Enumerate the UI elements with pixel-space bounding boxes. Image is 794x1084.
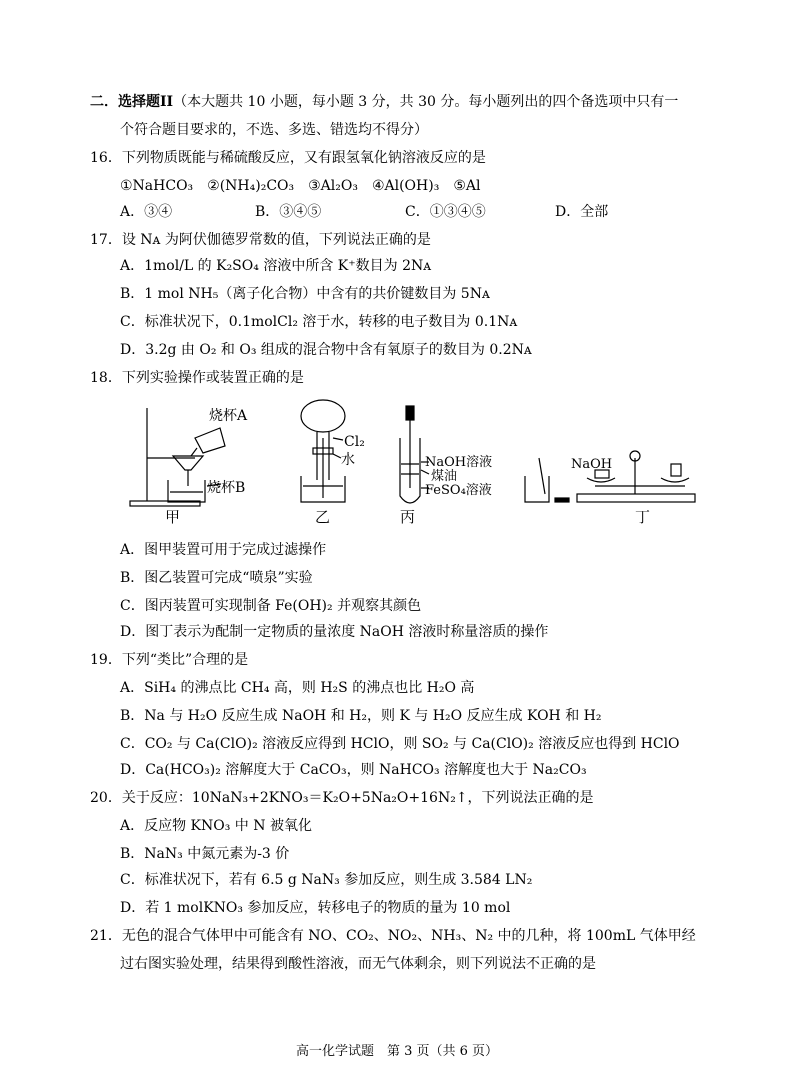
- q16-items: ①NaHCO₃ ②(NH₄)₂CO₃ ③Al₂O₃ ④Al(OH)₃ ⑤Al: [120, 178, 481, 194]
- page-footer: 高一化学试题 第 3 页（共 6 页）: [295, 1044, 499, 1059]
- ding-right-pan: [661, 478, 689, 482]
- q16-option-a: A．③④: [120, 204, 173, 220]
- jia-beaker-a: [195, 428, 225, 453]
- q17-option-b: B．1 mol NH₅（离子化合物）中含有的共价键数目为 5Nᴀ: [120, 286, 490, 302]
- q20-stem: 20．关于反应：10NaN₃+2KNO₃＝K₂O+5Na₂O+16N₂↑，下列说法正确的是: [90, 790, 594, 806]
- q18-option-d: D．图丁表示为配制一定物质的量浓度 NaOH 溶液时称量溶质的操作: [120, 624, 549, 640]
- yi-label: 乙: [315, 508, 331, 526]
- q19-stem: 19．下列“类比”合理的是: [90, 652, 249, 668]
- q17-option-a: A．1mol/L 的 K₂SO₄ 溶液中所含 K⁺数目为 2Nᴀ: [120, 258, 432, 274]
- q21-stem: 21．无色的混合气体甲中可能含有 NO、CO₂、NO₂、NH₃、N₂ 中的几种，将 100mL 气体甲经: [90, 928, 696, 944]
- section-header: [90, 92, 678, 112]
- bing-feso4-label: FeSO₄溶液: [425, 483, 492, 498]
- q16-stem: 16．下列物质既能与稀硫酸反应，又有跟氢氧化钠溶液反应的是: [90, 150, 486, 166]
- bing-dropper-bulb: [406, 406, 414, 420]
- section-desc-2: 个符合题目要求的，不选、多选、错选均不得分）: [120, 122, 428, 138]
- ding-weigh-paper: [555, 498, 569, 502]
- bing-oil-label: 煤油: [431, 469, 458, 484]
- bing-label: 丙: [400, 508, 416, 526]
- yi-water-label: 水: [341, 452, 355, 468]
- ding-spatula: [539, 458, 545, 494]
- q16-option-b: B．③④⑤: [255, 204, 322, 220]
- q16-option-c: C．①③④⑤: [405, 204, 486, 220]
- yi-cl2-label: Cl₂: [344, 434, 365, 450]
- jia-pour: [191, 448, 197, 456]
- section-label: 二．选择题II: [90, 94, 174, 110]
- ding-balance-base: [577, 494, 695, 502]
- yi-water-pointer: [333, 454, 341, 458]
- q16-option-d: D．全部: [555, 204, 609, 220]
- jia-beaker-a-label: 烧杯A: [209, 408, 248, 424]
- ding-weight: [671, 464, 681, 476]
- q19-option-b: B．Na 与 H₂O 反应生成 NaOH 和 H₂，则 K 与 H₂O 反应生成 KOH 和 H₂: [120, 708, 602, 724]
- q20-option-a: A．反应物 KNO₃ 中 N 被氧化: [120, 818, 312, 834]
- q18-stem: 18．下列实验操作或装置正确的是: [90, 370, 304, 386]
- yi-cl2-pointer: [333, 438, 343, 440]
- jia-beaker-b-label: 烧杯B: [207, 480, 246, 496]
- q19-option-d: D．Ca(HCO₃)₂ 溶解度大于 CaCO₃，则 NaHCO₃ 溶解度也大于 Na₂CO₃: [120, 762, 587, 778]
- section-desc: （本大题共 10 小题，每小题 3 分，共 30 分。每小题列出的四个备选项中只有一: [173, 94, 679, 110]
- q20-option-d: D．若 1 molKNO₃ 参加反应，转移电子的物质的量为 10 mol: [120, 900, 511, 916]
- q18-option-c: C．图丙装置可实现制备 Fe(OH)₂ 并观察其颜色: [120, 598, 422, 614]
- q20-option-c: C．标准状况下，若有 6.5 g NaN₃ 参加反应，则生成 3.584 LN₂: [120, 872, 533, 888]
- yi-flask: [301, 400, 345, 432]
- ding-beaker: [525, 476, 549, 502]
- q17-option-c: C．标准状况下，0.1molCl₂ 溶于水，转移的电子数目为 0.1Nᴀ: [120, 314, 518, 330]
- q18-option-b: B．图乙装置可完成“喷泉”实验: [120, 570, 313, 586]
- jia-label: 甲: [165, 508, 181, 526]
- ding-left-pan: [587, 478, 615, 482]
- q16-options: [120, 202, 608, 222]
- ding-label: 丁: [635, 508, 651, 526]
- q20-option-b: B．NaN₃ 中氮元素为-3 价: [120, 846, 290, 862]
- q18-option-a: A．图甲装置可用于完成过滤操作: [120, 542, 327, 558]
- bing-naoh-label: NaOH溶液: [425, 455, 493, 470]
- q18-figure: [125, 398, 705, 528]
- bing-oil-pointer: [421, 470, 429, 474]
- q19-option-a: A．SiH₄ 的沸点比 CH₄ 高，则 H₂S 的沸点也比 H₂O 高: [120, 680, 475, 696]
- ding-naoh-label: NaOH: [571, 457, 613, 472]
- q17-option-d: D．3.2g 由 O₂ 和 O₃ 组成的混合物中含有氧原子的数目为 0.2Nᴀ: [120, 342, 532, 358]
- q19-option-c: C．CO₂ 与 Ca(ClO)₂ 溶液反应得到 HClO，则 SO₂ 与 Ca(ClO)₂ 溶液反应也得到 HClO: [120, 736, 680, 752]
- q21-stem-2: 过右图实验处理，结果得到酸性溶液，而无气体剩余，则下列说法不正确的是: [120, 956, 596, 972]
- jia-beaker-b: [168, 480, 205, 502]
- q17-stem: 17．设 Nᴀ 为阿伏伽德罗常数的值，下列说法正确的是: [90, 232, 431, 248]
